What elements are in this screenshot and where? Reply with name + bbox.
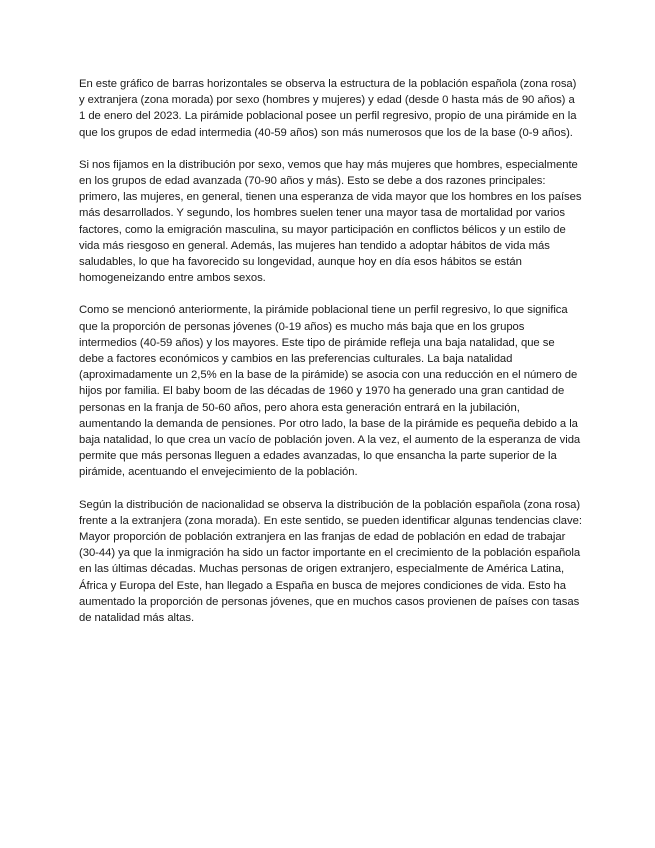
paragraph-1: En este gráfico de barras horizontales se observa la estructura de la población española (zona rosa) y extranjera (zona morada) por sexo (hombres y mujeres) y edad (desde 0 hasta más de 90 años) a 1 de enero del 2023. La pirámide poblacional posee un perfil regresivo, propio de una pirámide en la que los grupos de edad intermedia (40-59 años) son más numerosos que los de la base (0-9 años). bbox=[79, 78, 577, 139]
paragraph-3: Como se mencionó anteriormente, la pirámide poblacional tiene un perfil regresivo, lo que significa que la proporción de personas jóvenes (0-19 años) es mucho más baja que en los grupos intermedios (40-59 años) y los mayores. Este tipo de pirámide refleja una baja natalidad, que se debe a factores económicos y cambios en las preferencias culturales. La baja natalidad (aproximadamente un 2,5% en la base de la pirámide) se asocia con una reducción en el número de hijos por familia. El baby boom de las décadas de 1960 y 1970 ha generado una gran cantidad de personas en la franja de 50-60 años, pero ahora esta generación entrará en la jubilación, aumentando la demanda de pensiones. Por otro lado, la base de la pirámide es pequeña debido a la baja natalidad, lo que crea un vacío de población joven. A la vez, el aumento de la esperanza de vida permite que más personas lleguen a edades avanzadas, lo que ensancha la parte superior de la pirámide, acentuando el envejecimiento de la población. bbox=[79, 304, 581, 479]
document-body bbox=[79, 76, 582, 642]
paragraph-2: Si nos fijamos en la distribución por sexo, vemos que hay más mujeres que hombres, especialmente en los grupos de edad avanzada (70-90 años y más). Esto se debe a dos razones principales: primero, las mujeres, en general, tienen una esperanza de vida mayor que los hombres en los países más desarrollados. Y segundo, los hombres suelen tener una mayor tasa de mortalidad por varios factores, como la emigración masculina, su mayor participación en conflictos bélicos y un estilo de vida más riesgoso en general. Además, las mujeres han tendido a adoptar hábitos de vida más saludables, lo que ha favorecido su longevidad, aunque hoy en día esos hábitos se están homogeneizando entre ambos sexos. bbox=[79, 158, 582, 285]
paragraph-4: Según la distribución de nacionalidad se observa la distribución de la población española (zona rosa) frente a la extranjera (zona morada). En este sentido, se pueden identificar algunas tendencias clave: Mayor proporción de población extranjera en las franjas de edad de población en edad de trabajar (30-44) ya que la inmigración ha sido un factor importante en el crecimiento de la población española en las últimas décadas. Muchas personas de origen extranjero, especialmente de América Latina, África y Europa del Este, han llegado a España en busca de mejores condiciones de vida. Esto ha aumentado la proporción de personas jóvenes, que en muchos casos provienen de países con tasas de natalidad más altas. bbox=[79, 498, 582, 625]
